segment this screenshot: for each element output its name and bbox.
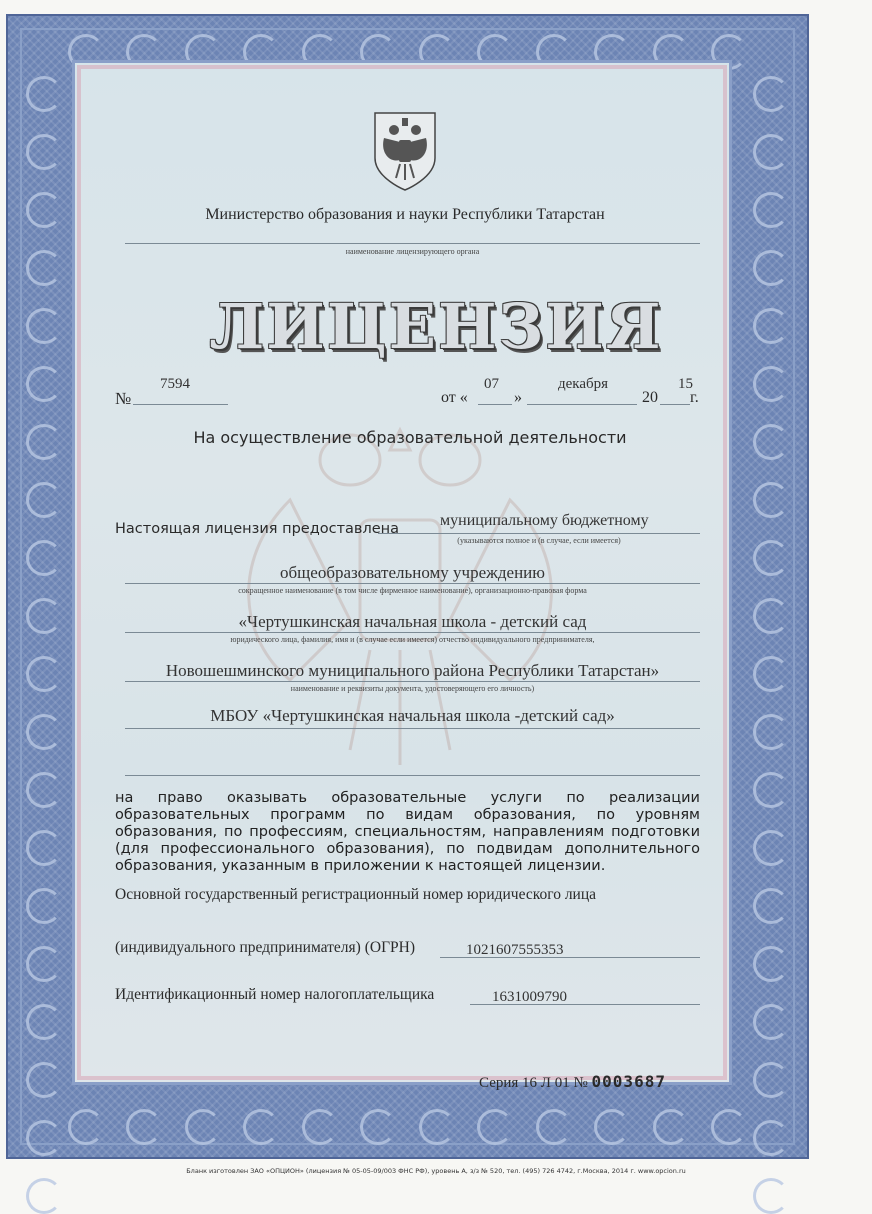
inn-label: Идентификационный номер налогоплательщика bbox=[115, 986, 435, 1003]
number-label: № bbox=[115, 389, 132, 408]
series-number: 0003687 bbox=[591, 1072, 666, 1091]
series-value: 16 Л 01 bbox=[522, 1075, 570, 1091]
granted-line-4-underline bbox=[125, 681, 700, 682]
license-number: 7594 bbox=[160, 376, 190, 392]
granted-line-4: Новошешминского муниципального района Республики Татарстан» bbox=[165, 661, 660, 680]
granted-line-1-underline bbox=[378, 533, 700, 534]
date-from-label: от « bbox=[441, 389, 468, 406]
printer-footer: Бланк изготовлен ЗАО «ОПЦИОН» (лицензия № 05-05-09/003 ФНС РФ), уровень А, з/з № 520, тел. (495) 726 4742, г.Москва, 2014 г. www.opcion.ru bbox=[186, 1167, 686, 1175]
granted-line-3-underline bbox=[125, 632, 700, 633]
licensing-body: Министерство образования и науки Республики Татарстан bbox=[205, 206, 605, 223]
caption-3: юридического лица, фамилия, имя и (в случае если имеется) отчество индивидуального предпринимателя, bbox=[230, 635, 595, 644]
series-block bbox=[479, 1072, 666, 1092]
granted-line-3: «Чертушкинская начальная школа - детский сад bbox=[238, 612, 587, 631]
granted-line-1: муниципальному бюджетному bbox=[440, 512, 649, 529]
number-underline bbox=[133, 404, 228, 405]
ornament-bottom bbox=[68, 1109, 747, 1139]
rights-paragraph: на право оказывать образовательные услуги по реализации образовательных программ по видам образования, по уровням образования, по профессиям, специальностям, направлениям подготовки (для профессионального образования), по подвидам дополнительного образования, указанным в приложении к настоящей лицензии. bbox=[115, 790, 700, 874]
licensing-body-caption: наименование лицензирующего органа bbox=[345, 247, 480, 256]
ogrn-label-1: Основной государственный регистрационный номер юридического лица bbox=[115, 886, 597, 903]
coat-of-arms-icon bbox=[370, 108, 440, 193]
granted-line-2-underline bbox=[125, 583, 700, 584]
caption-2: сокращенное наименование (в том числе фирменное наименование), организационно-правовая форма bbox=[238, 586, 587, 595]
ornament-left bbox=[24, 76, 64, 1097]
granted-to-label: Настоящая лицензия предоставлена bbox=[115, 521, 400, 537]
granted-line-2: общеобразовательному учреждению bbox=[280, 563, 545, 582]
year-abbrev: г. bbox=[690, 389, 699, 406]
caption-4: наименование и реквизиты документа, удостоверяющего его личность) bbox=[290, 684, 535, 693]
licensing-body-underline bbox=[125, 243, 700, 244]
date-close-quote: » bbox=[514, 389, 522, 406]
date-day: 07 bbox=[484, 376, 499, 392]
caption-1: (указываются полное и (в случае, если имеется) bbox=[457, 536, 621, 545]
blank-underline bbox=[125, 775, 700, 776]
activity-heading: На осуществление образовательной деятельности bbox=[193, 428, 627, 447]
year-prefix: 20 bbox=[642, 389, 658, 406]
series-label: Серия bbox=[479, 1075, 519, 1091]
granted-line-5: МБОУ «Чертушкинская начальная школа -детский сад» bbox=[210, 706, 615, 725]
year-suffix: 15 bbox=[678, 376, 693, 392]
inn-value: 1631009790 bbox=[492, 989, 567, 1005]
date-month: декабря bbox=[558, 376, 609, 392]
page-title: ЛИЦЕНЗИЯ bbox=[209, 290, 663, 363]
double-headed-eagle-watermark bbox=[230, 420, 570, 780]
granted-line-5-underline bbox=[125, 728, 700, 729]
ogrn-label-2: (индивидуального предпринимателя) (ОГРН) bbox=[115, 939, 416, 956]
ornament-right bbox=[751, 76, 791, 1097]
ogrn-value: 1021607555353 bbox=[466, 942, 564, 958]
series-number-label: № bbox=[573, 1075, 588, 1091]
date-month-underline bbox=[527, 404, 637, 405]
year-underline bbox=[660, 404, 690, 405]
date-day-underline bbox=[478, 404, 512, 405]
